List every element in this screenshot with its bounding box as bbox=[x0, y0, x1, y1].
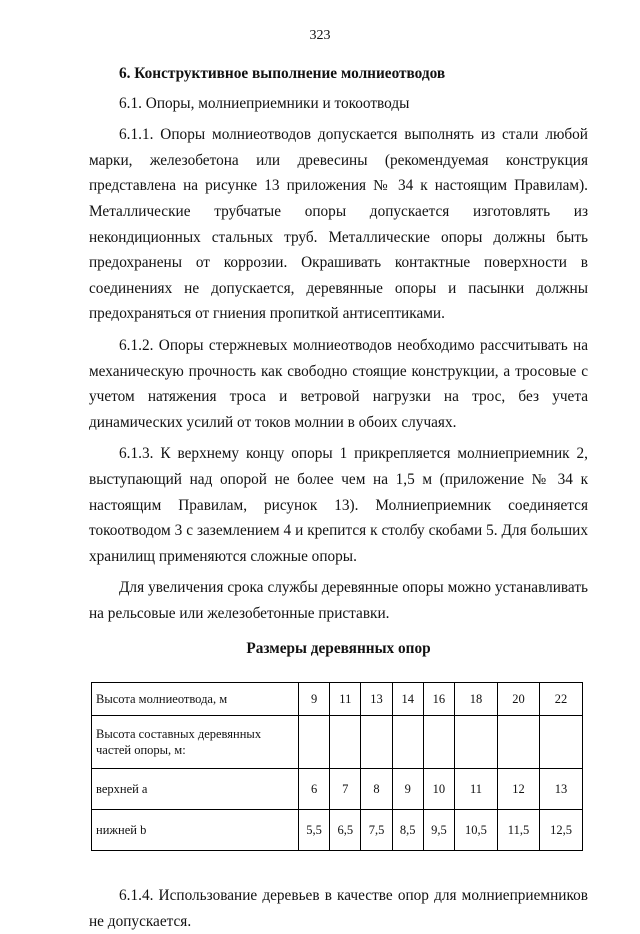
table-cell: 5,5 bbox=[299, 810, 330, 851]
table-cell: 12 bbox=[497, 769, 539, 810]
row-label: Высота составных деревянных частей опоры, м: bbox=[92, 716, 299, 769]
row-label: нижней b bbox=[92, 810, 299, 851]
table-cell: 20 bbox=[497, 683, 539, 716]
table-title: Размеры деревянных опор bbox=[246, 640, 431, 658]
paragraph-6-1-2: 6.1.2. Опоры стержневых молниеотводов необходимо рассчитывать на механическую прочность как свободно стоящие конструкции, а тросовые с учетом натяжения троса и ветровой нагрузки на трос, без учета динамических усилий от токов молнии в обоих случаях. bbox=[89, 336, 588, 431]
table-cell: 7,5 bbox=[361, 810, 392, 851]
table-cell: 6,5 bbox=[330, 810, 361, 851]
paragraph-6-1-4: 6.1.4. Использование деревьев в качестве опор для молниеприемников не допускается. bbox=[89, 887, 588, 930]
table-cell: 11,5 bbox=[497, 810, 539, 851]
table-cell bbox=[497, 716, 539, 769]
section-heading: 6. Конструктивное выполнение молниеотводов bbox=[119, 65, 446, 82]
table-cell: 7 bbox=[330, 769, 361, 810]
table-cell bbox=[392, 716, 423, 769]
page-content bbox=[89, 61, 588, 934]
table-cell: 8,5 bbox=[392, 810, 423, 851]
table-cell: 13 bbox=[361, 683, 392, 716]
table-cell bbox=[423, 716, 454, 769]
table-cell: 9,5 bbox=[423, 810, 454, 851]
table-cell: 12,5 bbox=[540, 810, 583, 851]
table-cell: 9 bbox=[392, 769, 423, 810]
wooden-supports-table bbox=[91, 682, 583, 851]
table-cell: 13 bbox=[540, 769, 583, 810]
table-cell bbox=[540, 716, 583, 769]
table-cell: 6 bbox=[299, 769, 330, 810]
table-cell: 10 bbox=[423, 769, 454, 810]
page-number: 323 bbox=[309, 28, 331, 43]
table-cell bbox=[361, 716, 392, 769]
table-cell bbox=[330, 716, 361, 769]
table-cell: 18 bbox=[455, 683, 498, 716]
table-row bbox=[92, 769, 583, 810]
table-cell: 11 bbox=[330, 683, 361, 716]
row-label: Высота молниеотвода, м bbox=[92, 683, 299, 716]
subsection-heading: 6.1. Опоры, молниеприемники и токоотводы bbox=[119, 94, 410, 112]
paragraph-6-1-3: 6.1.3. К верхнему концу опоры 1 прикрепляется молниеприемник 2, выступающий над опорой не более чем на 1,5 м (приложение № 34 к настоящим Правилам, рисунок 13). Молниеприемник соединяется токоотводом 3 с заземлением 4 и крепится к столбу скобами 5. Для больших хранилищ применяются сложные опоры. bbox=[89, 445, 588, 565]
table-row bbox=[92, 716, 583, 769]
table-cell bbox=[455, 716, 498, 769]
table-cell: 9 bbox=[299, 683, 330, 716]
paragraph-extension-note: Для увеличения срока службы деревянные опоры можно устанавливать на рельсовые или железобетонные приставки. bbox=[89, 579, 588, 622]
table-cell: 10,5 bbox=[455, 810, 498, 851]
row-label: верхней a bbox=[92, 769, 299, 810]
table-cell: 11 bbox=[455, 769, 498, 810]
table-row bbox=[92, 683, 583, 716]
table-cell bbox=[299, 716, 330, 769]
table-row bbox=[92, 810, 583, 851]
table-cell: 14 bbox=[392, 683, 423, 716]
table-cell: 16 bbox=[423, 683, 454, 716]
table-cell: 8 bbox=[361, 769, 392, 810]
paragraph-6-1-1: 6.1.1. Опоры молниеотводов допускается выполнять из стали любой марки, железобетона или древесины (рекомендуемая конструкция представлена на рисунке 13 приложения № 34 к настоящим Правилам). Металлические трубчатые опоры допускается изготовлять из некондиционных стальных труб. Металлические опоры должны быть предохранены от коррозии. Окрашивать контактные поверхности в соединениях не допускается, деревянные опоры и пасынки должны предохраняться от гниения пропиткой антисептиками. bbox=[89, 126, 588, 323]
table-cell: 22 bbox=[540, 683, 583, 716]
